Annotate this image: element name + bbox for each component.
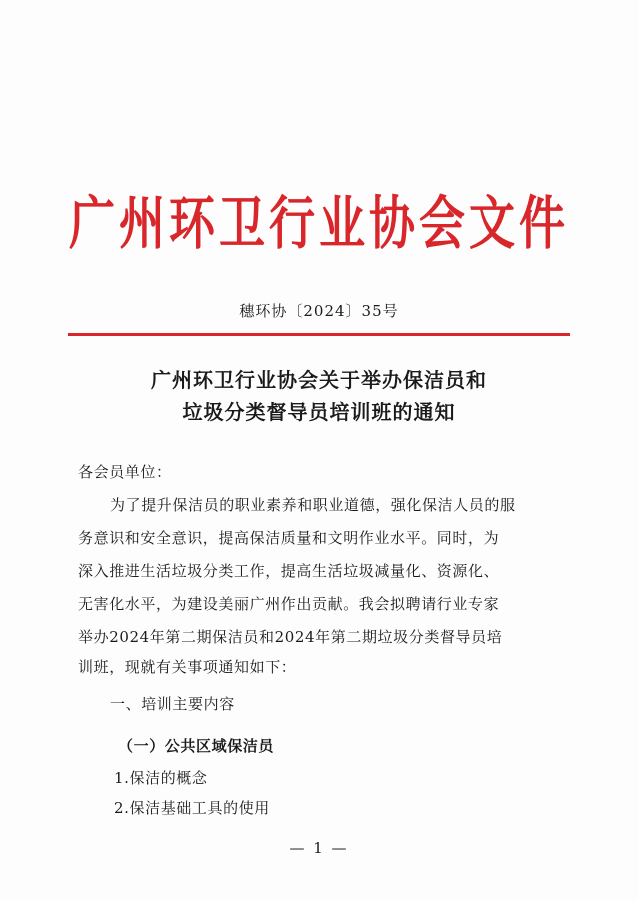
section-heading: 一、培训主要内容 bbox=[110, 695, 235, 713]
notice-title-line-1: 广州环卫行业协会关于举办保洁员和 bbox=[151, 368, 487, 392]
list-item: 2.保洁基础工具的使用 bbox=[114, 799, 270, 817]
list-item: 1.保洁的概念 bbox=[114, 769, 208, 787]
body-line: 训班，现就有关事项通知如下： bbox=[78, 658, 297, 676]
body-line: 举办2024年第二期保洁员和2024年第二期垃圾分类督导员培 bbox=[78, 628, 503, 646]
red-separator-line bbox=[68, 333, 570, 336]
agency-header-title: 广州环卫行业协会文件 bbox=[69, 189, 569, 257]
body-line: 为了提升保洁员的职业素养和职业道德，强化保洁人员的服 bbox=[110, 496, 516, 514]
document-number: 穗环协〔2024〕35号 bbox=[239, 302, 399, 320]
body-line: 无害化水平，为建设美丽广州作出贡献。我会拟聘请行业专家 bbox=[78, 595, 500, 613]
salutation: 各会员单位： bbox=[78, 463, 172, 481]
page-number: — 1 — bbox=[289, 839, 349, 857]
body-line: 深入推进生活垃圾分类工作，提高生活垃圾减量化、资源化、 bbox=[78, 562, 500, 580]
subsection-heading: （一）公共区域保洁员 bbox=[118, 737, 275, 755]
body-line: 务意识和安全意识，提高保洁质量和文明作业水平。同时，为 bbox=[78, 529, 500, 547]
notice-title-line-2: 垃圾分类督导员培训班的通知 bbox=[182, 400, 456, 424]
